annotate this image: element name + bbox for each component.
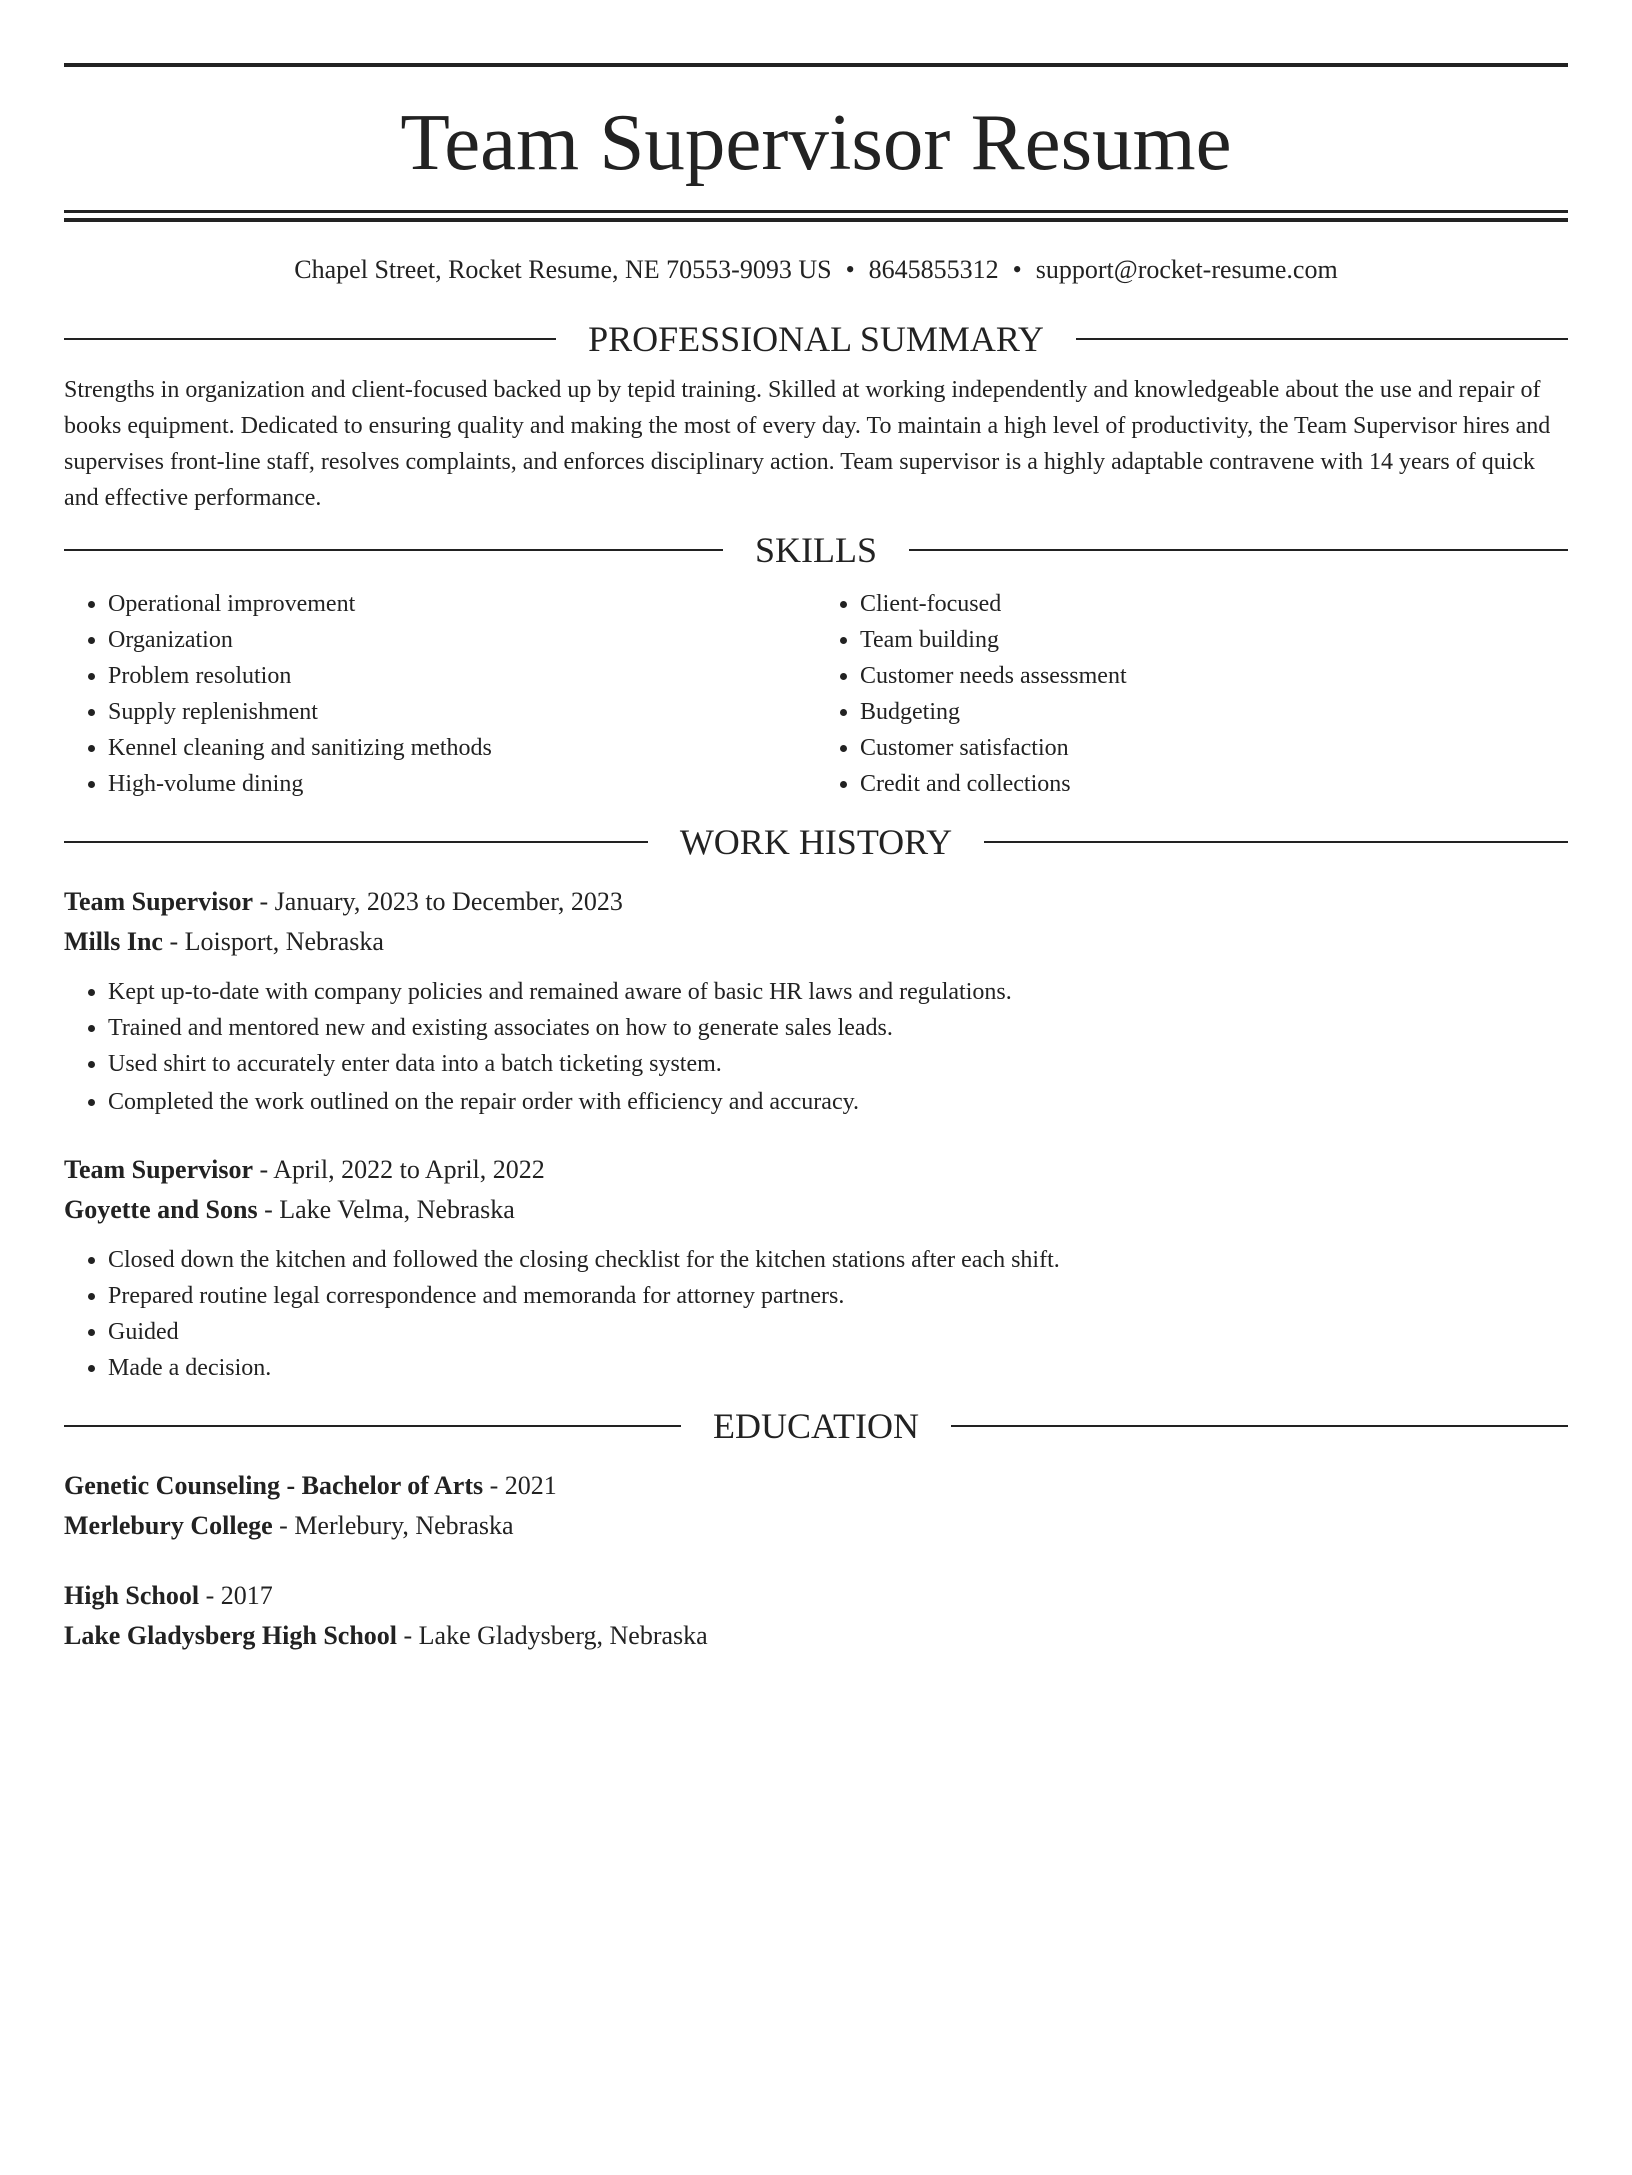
summary-text: Strengths in organization and client-focused backed up by tepid training. Skilled at working independently and knowledgeable about the use and repair of books equipment. Dedicated to ensuring quality and making the most of every day. To maintain a high level of productivity, the Team Supervisor hires and supervises front-line staff, resolves complaints, and enforces disciplinary action. Team supervisor is a highly adaptable contravene with 14 years of quick and effective performance.: [64, 377, 1551, 511]
education-degree: High School: [64, 1581, 200, 1610]
education-year: - 2017: [199, 1581, 273, 1610]
skills-heading-label: SKILLS: [755, 530, 878, 570]
heading-rule-right: [951, 1425, 1568, 1427]
job-bullet: • Used shirt to accurately enter data into a batch ticketing system.: [108, 1046, 1568, 1082]
job-bullet: • Made a decision.: [108, 1350, 1568, 1386]
top-divider: [64, 63, 1568, 67]
education-year: - 2021: [483, 1471, 557, 1500]
contact-phone: 8645855312: [868, 255, 999, 284]
work-heading-label: WORK HISTORY: [679, 822, 953, 862]
job-location: - Lake Velma, Nebraska: [257, 1195, 515, 1224]
skill-item: • Client-focused: [860, 586, 1568, 622]
heading-rule-left: [64, 1425, 681, 1427]
job-title-line: [64, 1150, 1568, 1190]
education-school-line: [64, 1506, 1568, 1546]
heading-rule-left: [64, 841, 648, 843]
job-title-line: [64, 882, 1568, 922]
heading-rule-right: [984, 841, 1568, 843]
skill-item: • Organization: [108, 622, 816, 658]
job-dates: - April, 2022 to April, 2022: [253, 1155, 545, 1184]
education-school: Lake Gladysberg High School: [64, 1621, 397, 1650]
education-degree-line: [64, 1576, 1568, 1616]
skill-item: • Operational improvement: [108, 586, 816, 622]
summary-section-heading: [64, 321, 1568, 357]
contact-address: Chapel Street, Rocket Resume, NE 70553-9093 US: [294, 255, 832, 284]
education-heading-label: EDUCATION: [713, 1406, 919, 1446]
job-bullet: • Prepared routine legal correspondence and memoranda for attorney partners.: [108, 1278, 1568, 1314]
skills-column-left: [64, 586, 816, 802]
education-degree: Genetic Counseling - Bachelor of Arts: [64, 1471, 484, 1500]
job-company: Goyette and Sons: [64, 1195, 258, 1224]
job-title: Team Supervisor: [64, 1155, 253, 1184]
job-title: Team Supervisor: [64, 887, 253, 916]
heading-rule-right: [909, 549, 1568, 551]
skill-item: • Customer needs assessment: [860, 658, 1568, 694]
education-school-line: [64, 1616, 1568, 1656]
education-degree-line: [64, 1466, 1568, 1506]
job-entry: [64, 882, 1568, 1120]
job-bullet: • Kept up-to-date with company policies and remained aware of basic HR laws and regulations.: [108, 974, 1568, 1010]
skill-item: • Customer satisfaction: [860, 730, 1568, 766]
contact-line: [64, 254, 1568, 286]
skill-item: • High-volume dining: [108, 766, 816, 802]
skill-item: • Budgeting: [860, 694, 1568, 730]
skills-column-right: [816, 586, 1568, 802]
heading-rule-left: [64, 338, 556, 340]
job-dates: - January, 2023 to December, 2023: [253, 887, 623, 916]
job-bullet: • Completed the work outlined on the repair order with efficiency and accuracy.: [108, 1084, 1568, 1120]
skill-item: • Kennel cleaning and sanitizing methods: [108, 730, 816, 766]
skill-item: • Supply replenishment: [108, 694, 816, 730]
job-bullet: • Guided: [108, 1314, 1568, 1350]
job-company-line: [64, 922, 1568, 962]
job-entry: [64, 1150, 1568, 1386]
education-section-heading: [64, 1408, 1568, 1444]
job-location: - Loisport, Nebraska: [162, 927, 384, 956]
skill-item: • Team building: [860, 622, 1568, 658]
job-bullet: • Closed down the kitchen and followed the closing checklist for the kitchen stations after each shift.: [108, 1242, 1568, 1278]
heading-rule-right: [1076, 338, 1568, 340]
skills-list: [64, 586, 1568, 802]
education-school: Merlebury College: [64, 1511, 273, 1540]
skills-section-heading: [64, 532, 1568, 568]
title-double-divider: [64, 210, 1568, 222]
job-bullets: [64, 974, 1568, 1120]
contact-separator: •: [845, 255, 855, 284]
page-title: Team Supervisor Resume: [400, 97, 1232, 187]
job-company-line: [64, 1190, 1568, 1230]
work-section-heading: [64, 824, 1568, 860]
skill-item: • Problem resolution: [108, 658, 816, 694]
education-entry: [64, 1576, 1568, 1656]
resume-page: [0, 63, 1632, 2175]
education-entry: [64, 1466, 1568, 1546]
job-bullet: • Trained and mentored new and existing associates on how to generate sales leads.: [108, 1010, 1568, 1046]
skill-item: • Credit and collections: [860, 766, 1568, 802]
job-company: Mills Inc: [64, 927, 163, 956]
education-location: - Merlebury, Nebraska: [272, 1511, 514, 1540]
summary-heading-label: PROFESSIONAL SUMMARY: [588, 319, 1044, 359]
heading-rule-left: [64, 549, 723, 551]
education-location: - Lake Gladysberg, Nebraska: [397, 1621, 708, 1650]
contact-email: support@rocket-resume.com: [1035, 255, 1338, 284]
contact-separator: •: [1012, 255, 1022, 284]
job-bullets: [64, 1242, 1568, 1386]
